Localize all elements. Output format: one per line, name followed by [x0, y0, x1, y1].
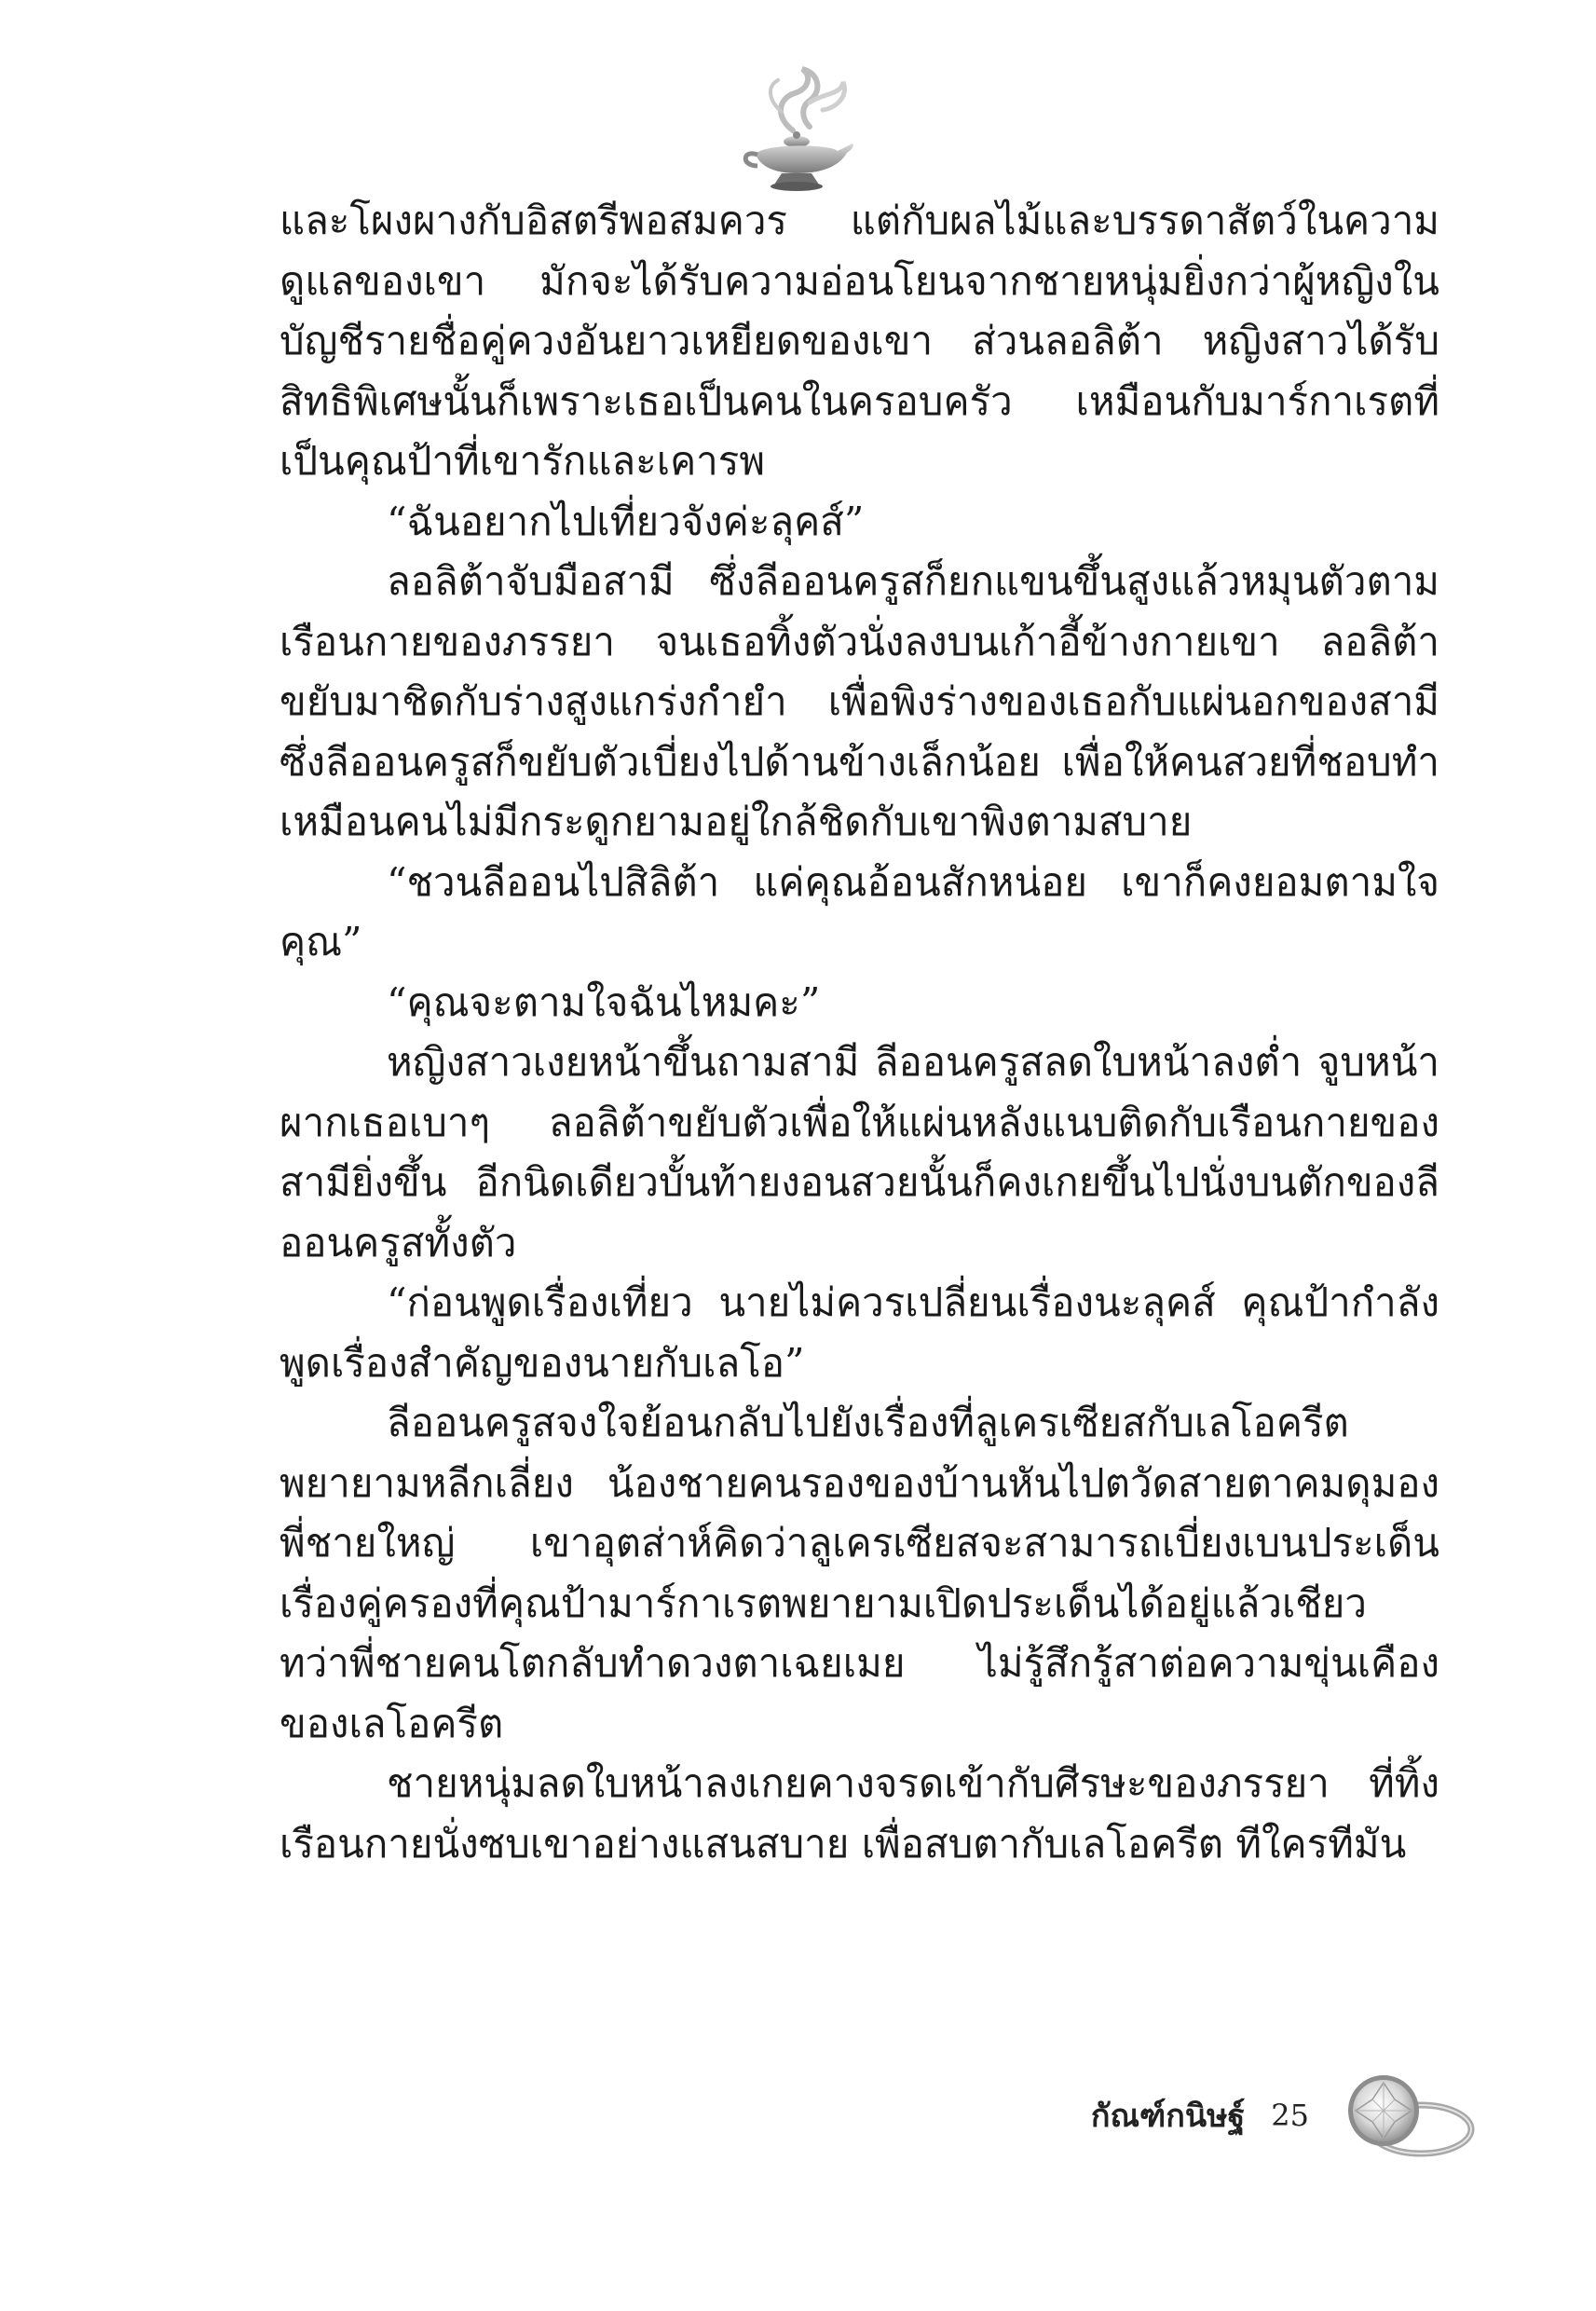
paragraph: “ฉันอยากไปเที่ยวจังค่ะลุคส์” [387, 498, 865, 544]
paragraph: ลอลิต้าจับมือสามี ซึ่งลีออนครูสก็ยกแขนขึ้นสูงแล้วหมุนตัวตามเรือนกายของภรรยา จนเธอทิ้งตัวนั่งลงบนเก้าอี้ข้างกายเขา ลอลิต้าขยับมาชิดกับร่างสูงแกร่งกำยำ เพื่อพิงร่างของเธอกับแผ่นอกของสามี ซึ่งลีออนครูสก็ขยับตัวเบี่ยงไปด้านข้างเล็กน้อย เพื่อให้คนสวยที่ชอบทำเหมือนคนไม่มีกระดูกยามอยู่ใกล้ชิดกับเขาพิงตามสบาย [280, 558, 1439, 844]
genie-lamp-icon [737, 65, 858, 196]
paragraph: ลีออนครูสจงใจย้อนกลับไปยังเรื่องที่ลูเครเซียสกับเลโอครีตพยายามหลีกเลี่ยง น้องชายคนรองของบ้านหันไปตวัดสายตาคมดุมองพี่ชายใหญ่ เขาอุตส่าห์คิดว่าลูเครเซียสจะสามารถเบี่ยงเบนประเด็นเรื่องคู่ครองที่คุณป้ามาร์กาเรตพยายามเปิดประเด็นได้อยู่แล้วเชียว ทว่าพี่ชายคนโตกลับทำดวงตาเฉยเมย ไม่รู้สึกรู้สาต่อความขุ่นเคืองของเลโอครีต [280, 1400, 1439, 1746]
paragraph: “ชวนลีออนไปสิลิต้า แค่คุณอ้อนสักหน่อย เขาก็คงยอมตามใจคุณ” [280, 858, 1439, 964]
diamond-ring-icon [1335, 2064, 1475, 2167]
paragraph: “คุณจะตามใจฉันไหมคะ” [387, 978, 821, 1025]
paragraph: และโผงผางกับอิสตรีพอสมควร แต่กับผลไม้และบรรดาสัตว์ในความดูแลของเขา มักจะได้รับความอ่อนโยนจากชายหนุ่มยิ่งกว่าผู้หญิงในบัญชีรายชื่อคู่ควงอันยาวเหยียดของเขา ส่วนลอลิต้า หญิงสาวได้รับสิทธิพิเศษนั้นก็เพราะเธอเป็นคนในครอบครัว เหมือนกับมาร์กาเรตที่เป็นคุณป้าที่เขารักและเคารพ [280, 198, 1439, 484]
paragraph: “ก่อนพูดเรื่องเที่ยว นายไม่ควรเปลี่ยนเรื่องนะลุคส์ คุณป้ากำลังพูดเรื่องสำคัญของนายกับเลโอ” [280, 1279, 1439, 1386]
page-number: 25 [1271, 2098, 1309, 2133]
page-body [280, 191, 1439, 1985]
page-footer [1091, 2064, 1475, 2167]
paragraph: หญิงสาวเงยหน้าขึ้นถามสามี ลีออนครูสลดใบหน้าลงต่ำ จูบหน้าผากเธอเบาๆ ลอลิต้าขยับตัวเพื่อให้แผ่นหลังแนบติดกับเรือนกายของสามียิ่งขึ้น อีกนิดเดียวบั้นท้ายงอนสวยนั้นก็คงเกยขึ้นไปนั่งบนตักของลีออนครูสทั้งตัว [280, 1039, 1439, 1265]
book-title: กัณฑ์กนิษฐ์ [1090, 2098, 1246, 2135]
paragraph: ชายหนุ่มลดใบหน้าลงเกยคางจรดเข้ากับศีรษะของภรรยา ที่ทิ้งเรือนกายนั่งซบเขาอย่างแสนสบาย เพื่อสบตากับเลโอครีต ทีใครทีมัน [280, 1760, 1439, 1867]
